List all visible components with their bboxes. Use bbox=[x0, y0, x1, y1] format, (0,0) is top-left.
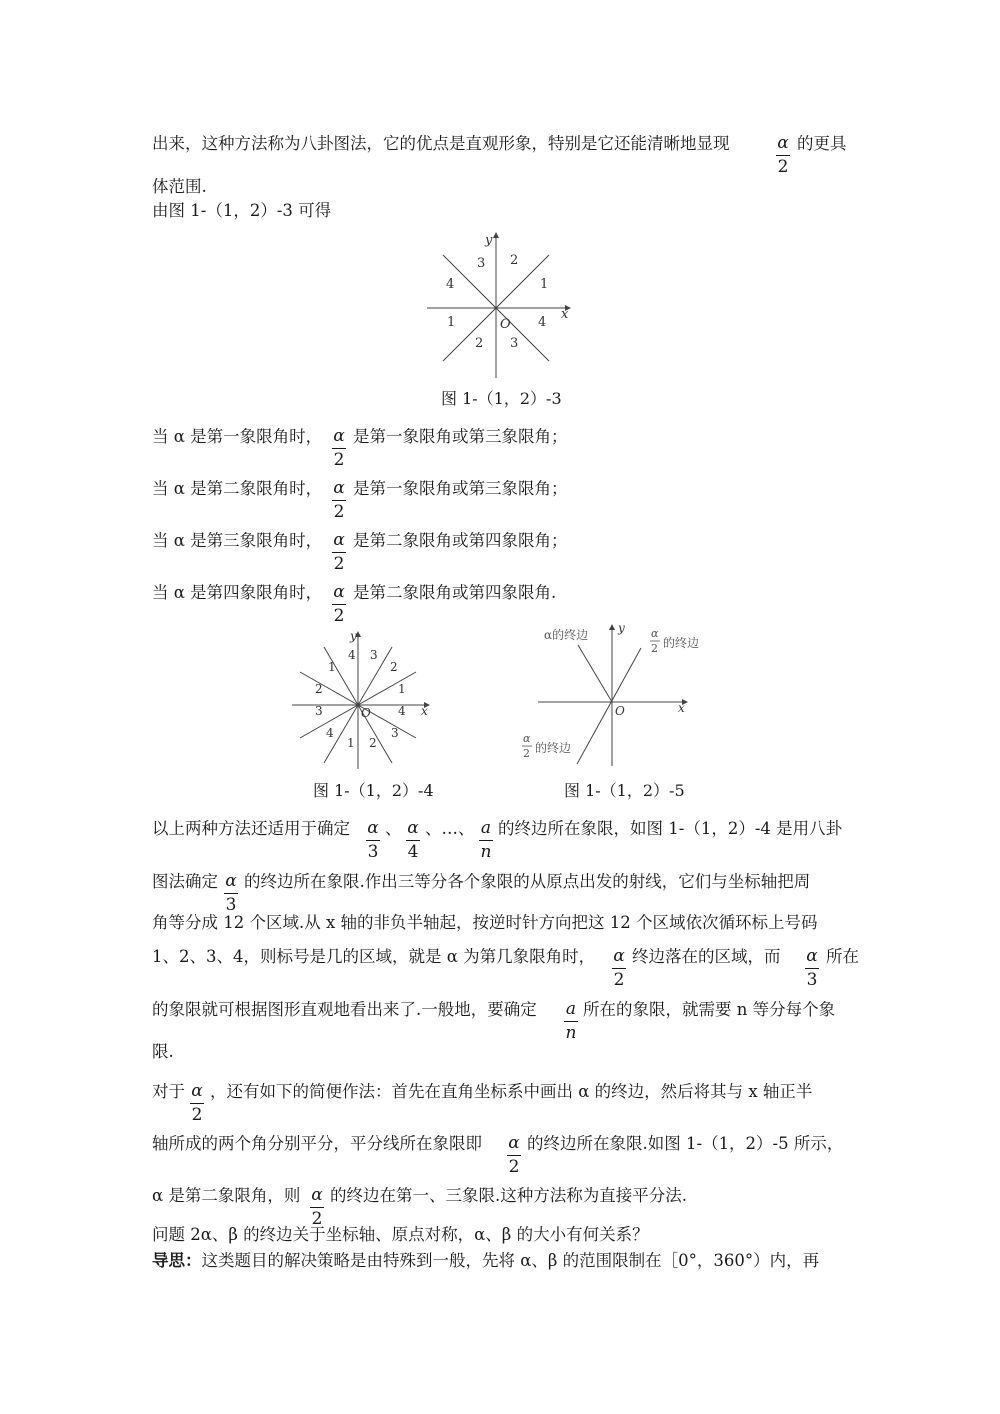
case-line: 当 α 是第三象限角时， bbox=[152, 531, 323, 550]
alpha-terminal-label: α的终边 bbox=[544, 628, 589, 642]
y-axis-label: y bbox=[350, 629, 357, 643]
figure-caption: 图 1-（1，2）-5 bbox=[564, 781, 685, 800]
figure-eight-region-diagram bbox=[425, 228, 575, 380]
region-label: 4 bbox=[348, 648, 356, 662]
origin-label: O bbox=[500, 317, 511, 332]
region-label: 3 bbox=[315, 704, 323, 718]
text-line: 、…、 bbox=[425, 819, 475, 838]
region-label: 3 bbox=[391, 726, 399, 740]
region-label: 4 bbox=[446, 277, 455, 292]
svg-text:2: 2 bbox=[523, 747, 530, 760]
text-line: 的终边所在象限.作出三等分各个象限的从原点出发的射线，它们与坐标轴把周 bbox=[244, 872, 811, 891]
text-line: 图法确定 bbox=[152, 872, 218, 891]
region-label: 1 bbox=[347, 736, 355, 750]
figure-caption: 图 1-（1，2）-3 bbox=[441, 389, 562, 408]
text-line: 体范围. bbox=[152, 177, 207, 196]
case-line: 是第二象限角或第四象限角. bbox=[353, 583, 557, 602]
text-line: 对于 bbox=[152, 1082, 185, 1101]
text-line: ，还有如下的简便作法：首先在直角坐标系中画出 α 的终边，然后将其与 x 轴正半 bbox=[210, 1082, 813, 1101]
figure-twelve-region-diagram bbox=[290, 625, 440, 770]
text-line: 轴所成的两个角分别平分，平分线所在象限即 bbox=[152, 1134, 482, 1153]
text-line: 的终边在第一、三象限.这种方法称为直接平分法. bbox=[330, 1186, 687, 1205]
text-line: 1、2、3、4，则标号是几的区域，就是 α 为第几象限角时， bbox=[152, 947, 596, 966]
region-label: 2 bbox=[475, 336, 484, 351]
case-line: 是第一象限角或第三象限角； bbox=[353, 479, 568, 498]
region-label: 3 bbox=[370, 648, 378, 662]
text-line: α 是第二象限角，则 bbox=[152, 1186, 301, 1205]
region-label: 4 bbox=[398, 704, 406, 718]
text-line: 所在的象限，就需要 n 等分每个象 bbox=[583, 1000, 836, 1019]
x-axis-label: x bbox=[421, 704, 428, 718]
svg-text:α: α bbox=[523, 732, 531, 745]
svg-text:的终边: 的终边 bbox=[535, 741, 572, 755]
region-label: 1 bbox=[447, 315, 456, 330]
figure-caption: 图 1-（1，2）-4 bbox=[313, 781, 434, 800]
svg-text:α: α bbox=[651, 627, 659, 640]
origin-label: O bbox=[361, 706, 371, 720]
text-line: 所在 bbox=[826, 947, 859, 966]
figure-bisector-diagram bbox=[510, 618, 720, 768]
case-line: 当 α 是第二象限角时， bbox=[152, 479, 323, 498]
y-axis-label: y bbox=[485, 233, 493, 248]
region-label: 1 bbox=[398, 682, 406, 696]
guide-line bbox=[152, 1250, 819, 1272]
case-line: 是第二象限角或第四象限角； bbox=[353, 531, 568, 550]
case-line: 当 α 是第一象限角时， bbox=[152, 427, 323, 446]
text-line: 、 bbox=[385, 819, 402, 838]
case-line: 是第一象限角或第三象限角； bbox=[353, 427, 568, 446]
text-line: 限. bbox=[152, 1042, 174, 1061]
region-label: 3 bbox=[477, 256, 486, 271]
text-line: 角等分成 12 个区域.从 x 轴的非负半轴起，按逆时针方向把这 12 个区域依次循环标上号码 bbox=[152, 913, 818, 932]
text-line: 的象限就可根据图形直观地看出来了.一般地，要确定 bbox=[152, 1000, 537, 1019]
case-line: 当 α 是第四象限角时， bbox=[152, 583, 323, 602]
origin-label: O bbox=[615, 704, 625, 718]
region-label: 4 bbox=[326, 726, 334, 740]
text-line: 的终边所在象限.如图 1-（1，2）-5 所示， bbox=[527, 1134, 844, 1153]
region-label: 1 bbox=[328, 660, 336, 674]
x-axis-label: x bbox=[561, 307, 569, 322]
region-label: 2 bbox=[510, 253, 519, 268]
region-label: 2 bbox=[369, 736, 377, 750]
text-line: 的更具 bbox=[797, 134, 847, 153]
y-axis-label: y bbox=[618, 621, 625, 635]
region-label: 1 bbox=[540, 277, 549, 292]
text-line: 以上两种方法还适用于确定 bbox=[152, 819, 350, 838]
half-alpha-terminal-label bbox=[522, 732, 571, 760]
svg-text:的终边: 的终边 bbox=[663, 636, 700, 650]
guide-text: 这类题目的解决策略是由特殊到一般，先将 α、β 的范围限制在［0°，360°）内，再 bbox=[201, 1251, 820, 1270]
text-line: 终边落在的区域，而 bbox=[632, 947, 781, 966]
text-line: 由图 1-（1，2）-3 可得 bbox=[152, 201, 332, 220]
question-line: 问题 2α、β 的终边关于坐标轴、原点对称，α、β 的大小有何关系？ bbox=[152, 1225, 649, 1244]
region-label: 2 bbox=[315, 682, 323, 696]
document-page: 出来，这种方法称为八卦图法，它的优点是直观形象，特别是它还能清晰地显现 α 2 的更具 体范围. 由图 1-（1，2）-3 可得 x y O 3 2 4 1 1 4 2 3 图 1-（1，2）-3 当 α 是第一象限角时， α 2 是第一象限角或第三象限角； 当 α 是第二象限角时， α 2 是第一象限角或第三象限角； 当 α 是第三象限角时， α 2 是第二象限角或第四象限角； 当 α 是第四象限角时， α 2 是第二象限角或第四象限角. x y O 4 3 1 2 2 1 3 4 4 3 1 2 图 1-（1，2）-4 x y O α的终边 α 2 的终边 α 2 的终边 图 1-（1，2）-5 以上两种方法还适用于确定 α 3 、 α 4 、…、 a n 的终边所在象限，如图 1-（1，2）-4 是用八卦 图法确定 α 3 的终边所在象限.作出三等分各个象限的从原点出发的射线，它们与坐标轴把周 角等分成 12 个区域.从 x 轴的非负半轴起，按逆时针方向把这 12 个区域依次循环标上号码 1、2、3、4，则标号是几的区域，就是 α 为第几象限角时， α 2 终边落在的区域，而 α 3 所在 的象限就可根据图形直观地看出来了.一般地，要确定 a n 所在的象限，就需要 n 等分每个象 限. 对于 α 2 ，还有如下的简便作法：首先在直角坐标系中画出 α 的终边，然后将其与 x 轴正半 轴所成的两个角分别平分，平分线所在象限即 α 2 的终边所在象限.如图 1-（1，2）-5 所示， α 是第二象限角，则 α 2 的终边在第一、三象限.这种方法称为直接平分法. 问题 2α、β 的终边关于坐标轴、原点对称，α、β 的大小有何关系？ 导思：这类题目的解决策略是由特殊到一般，先将 α、β 的范围限制在［0°，360°）内，再 bbox=[152, 133, 859, 1270]
half-alpha-terminal-label bbox=[650, 627, 699, 655]
svg-text:2: 2 bbox=[651, 642, 658, 655]
region-label: 2 bbox=[390, 660, 398, 674]
region-label: 3 bbox=[510, 336, 519, 351]
x-axis-label: x bbox=[678, 701, 685, 715]
region-label: 4 bbox=[538, 315, 547, 330]
text-line bbox=[152, 133, 730, 155]
guide-label: 导思： bbox=[152, 1251, 202, 1270]
text-span: 出来，这种方法称为八卦图法，它的优点是直观形象，特别是它还能清晰地显现 bbox=[152, 134, 730, 153]
text-line: 的终边所在象限，如图 1-（1，2）-4 是用八卦 bbox=[498, 819, 843, 838]
